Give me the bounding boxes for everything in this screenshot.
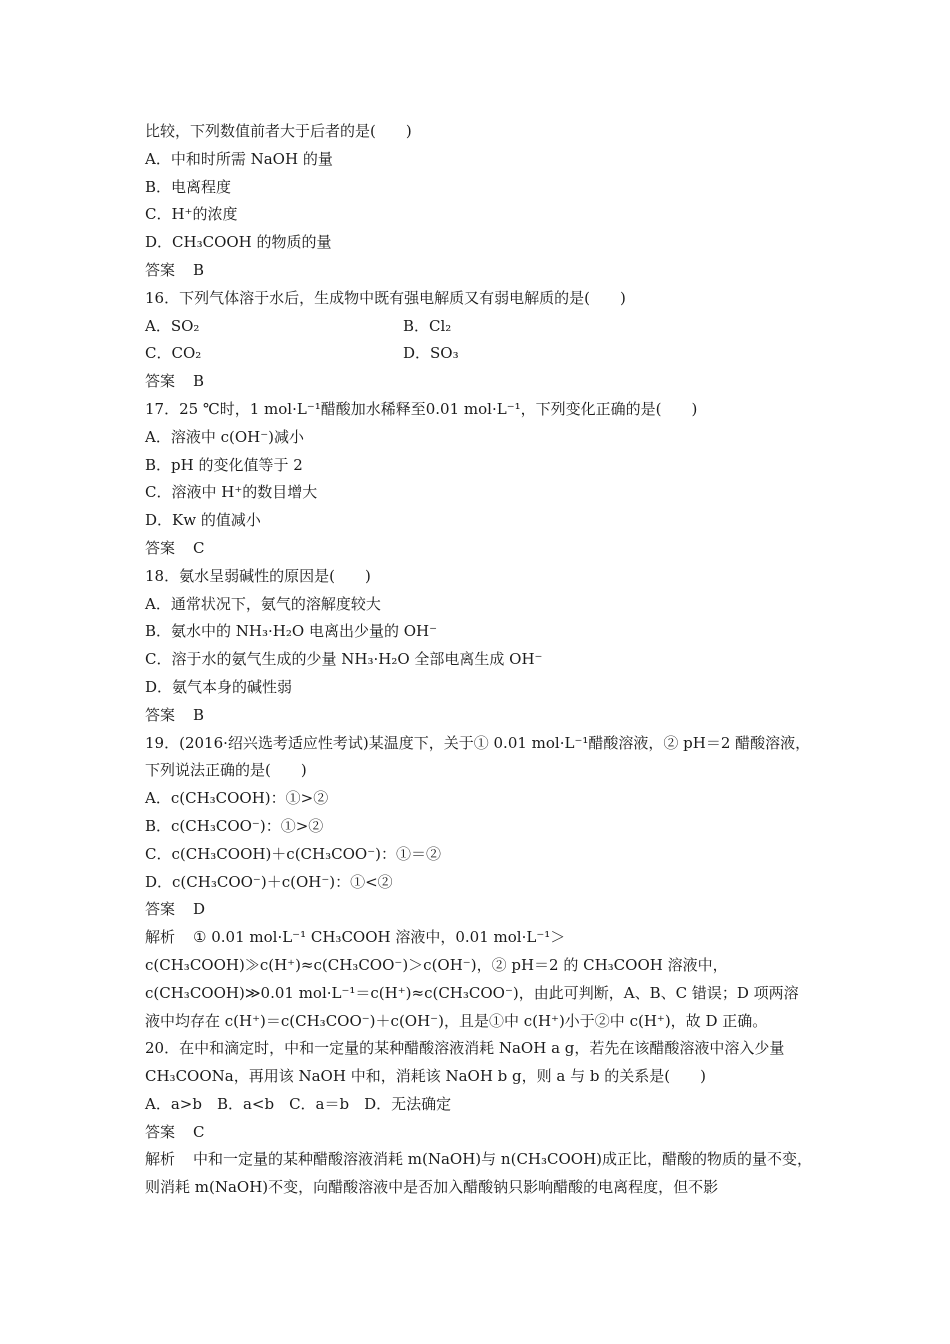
q17-answer [145,535,813,563]
q15-option-d: D．CH₃COOH 的物质的量 [145,233,332,252]
q17-option-d: D．Kw 的值减小 [145,511,261,530]
q17-option-a: A．溶液中 c(OH⁻)减小 [145,427,305,446]
answer-value: B [193,260,205,279]
q16-option-c: C．CO₂ [145,344,202,363]
q17-stem: 17．25 ℃时，1 mol·L⁻¹醋酸加水稀释至0.01 mol·L⁻¹，下列变化正确的是( ) [145,399,698,418]
q17-option-c: C．溶液中 H⁺的数目增大 [145,483,318,502]
q16-option-b: B．Cl₂ [403,316,452,335]
document-page [145,118,813,1202]
q18-option-a: A．通常状况下，氨气的溶解度较大 [145,594,381,613]
answer-value: C [193,538,205,557]
answer-value: C [193,1122,205,1141]
q19-option-b: B．c(CH₃COO⁻)：①>② [145,816,324,835]
answer-label: 答案 [145,1122,176,1141]
explanation-label: 解析 [145,928,176,947]
q16-options-row2 [145,340,813,368]
answer-value: D [193,900,206,919]
explanation-label: 解析 [145,1150,176,1169]
q16-option-a: A．SO₂ [145,316,200,335]
q16-answer [145,368,813,396]
q19-option-a: A．c(CH₃COOH)：①>② [145,789,329,808]
q20-answer [145,1119,813,1147]
q16-stem: 16．下列气体溶于水后，生成物中既有强电解质又有弱电解质的是( ) [145,288,626,307]
explanation-text: ① 0.01 mol·L⁻¹ CH₃COOH 溶液中，0.01 mol·L⁻¹＞c(CH₃COOH)≫c(H⁺)≈c(CH₃COO⁻)＞c(OH⁻)，② pH＝2 的 CH₃COOH 溶液中，c(CH₃COOH)≫0.01 mol·L⁻¹＝c(H⁺)≈c(CH₃COO⁻)，由此可判断，A、B、C 错误；D 项两溶液中均存在 c(H⁺)＝c(CH₃COO⁻)＋c(OH⁻)，且是①中 c(H⁺)小于②中 c(H⁺)，故 D 正确。 [145,928,799,1030]
answer-label: 答案 [145,538,176,557]
q20-stem: 20．在中和滴定时，中和一定量的某种醋酸溶液消耗 NaOH a g，若先在该醋酸溶液中溶入少量 CH₃COONa，再用该 NaOH 中和，消耗该 NaOH b g，则 a 与 b 的关系是( ) [145,1039,785,1086]
q20-explanation [145,1146,813,1202]
answer-label: 答案 [145,260,176,279]
q16-option-d: D．SO₃ [403,344,459,363]
q19-answer [145,896,813,924]
answer-label: 答案 [145,372,176,391]
q18-stem: 18．氨水呈弱碱性的原因是( ) [145,566,371,585]
q15-option-c: C．H⁺的浓度 [145,205,238,224]
q15-option-a: A．中和时所需 NaOH 的量 [145,149,333,168]
q15-stem: 比较，下列数值前者大于后者的是( ) [145,122,412,140]
q15-answer [145,257,813,285]
q20-options: A．a>b B．a<b C．a＝b D．无法确定 [145,1094,452,1113]
q19-option-d: D．c(CH₃COO⁻)＋c(OH⁻)：①<② [145,872,393,891]
answer-value: B [193,372,205,391]
q16-options-row1 [145,313,813,341]
q18-answer [145,702,813,730]
explanation-text: 中和一定量的某种醋酸溶液消耗 m(NaOH)与 n(CH₃COOH)成正比，醋酸的物质的量不变，则消耗 m(NaOH)不变，向醋酸溶液中是否加入醋酸钠只影响醋酸的电离程度，但不影 [145,1150,813,1197]
answer-value: B [193,705,205,724]
q19-option-c: C．c(CH₃COOH)＋c(CH₃COO⁻)：①＝② [145,844,441,863]
q15-option-b: B．电离程度 [145,177,232,196]
q19-explanation [145,924,813,1035]
q18-option-c: C．溶于水的氨气生成的少量 NH₃·H₂O 全部电离生成 OH⁻ [145,650,543,669]
answer-label: 答案 [145,705,176,724]
q18-option-b: B．氨水中的 NH₃·H₂O 电离出少量的 OH⁻ [145,622,438,641]
q19-stem: 19．(2016·绍兴选考适应性考试)某温度下，关于① 0.01 mol·L⁻¹醋酸溶液，② pH＝2 醋酸溶液，下列说法正确的是( ) [145,733,811,780]
q17-option-b: B．pH 的变化值等于 2 [145,455,303,474]
answer-label: 答案 [145,900,176,919]
q18-option-d: D．氨气本身的碱性弱 [145,677,293,696]
